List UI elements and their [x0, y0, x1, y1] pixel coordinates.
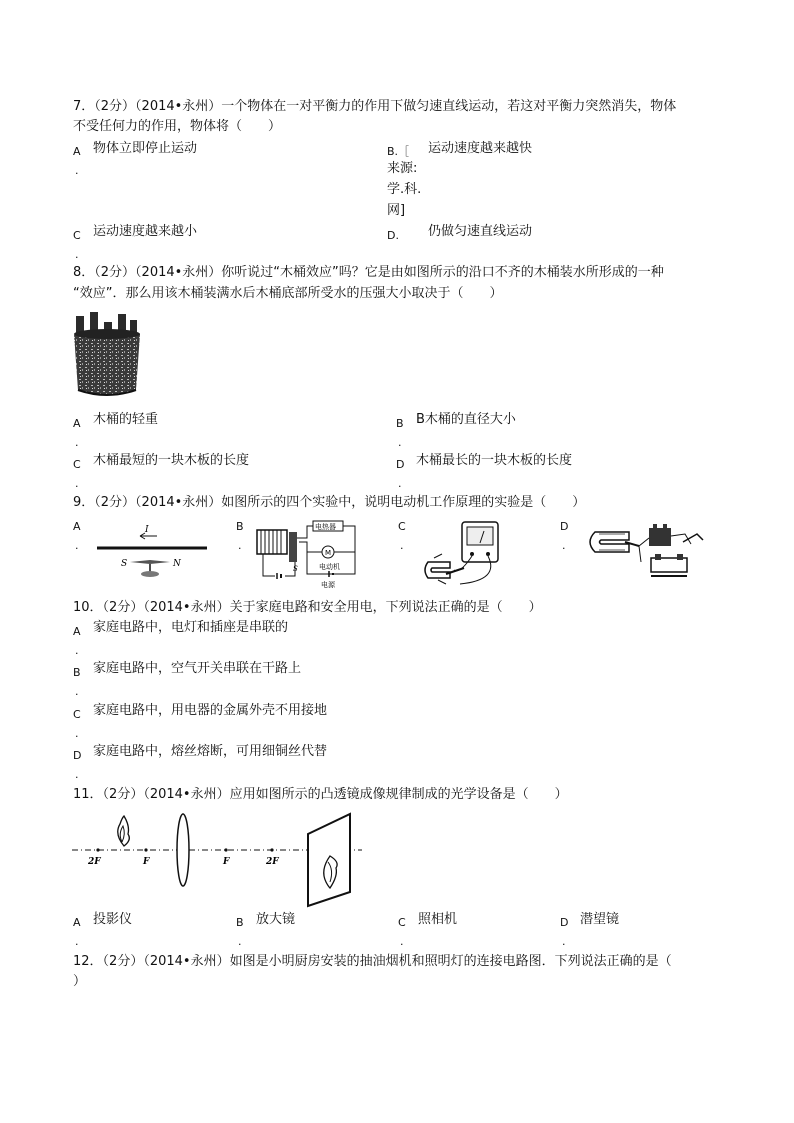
q10-option-d-letter: D [73, 749, 82, 762]
q7-option-d-letter: D. [387, 229, 399, 242]
q7-stem-line1: 7．（2分）（2014•永州）一个物体在一对平衡力的作用下做匀速直线运动，若这对平衡力突然消失，物体 [73, 99, 677, 114]
q7-option-c-text: 运动速度越来越小 [93, 224, 198, 239]
lens-label-f-right: F [223, 857, 230, 867]
q11-option-d-text: 潜望镜 [580, 912, 620, 927]
q9-option-d-dot: . [562, 539, 566, 552]
lens-label-f-left: F [143, 857, 150, 867]
q10-option-c-dot: . [75, 727, 79, 740]
q9-option-a-dot: . [75, 539, 79, 552]
q11-option-d-letter: D [560, 916, 569, 929]
switch-label: S [293, 565, 298, 573]
q9-option-d-letter: D [560, 520, 569, 533]
electromagnetic-relay-figure [255, 518, 365, 590]
q11-option-a-dot: . [75, 935, 79, 948]
motor-label: 电动机 [319, 563, 340, 571]
q8-option-b-text: B木桶的直径大小 [416, 412, 516, 427]
q7-source-note-3: 网] [387, 203, 406, 218]
electromagnetic-induction-figure [420, 518, 520, 590]
q10-option-b-text: 家庭电路中，空气开关串联在干路上 [93, 661, 302, 676]
q10-option-a-text: 家庭电路中，电灯和插座是串联的 [93, 620, 289, 635]
q8-option-a-text: 木桶的轻重 [93, 412, 159, 427]
s-pole-label: S [121, 559, 128, 569]
current-label: I [145, 525, 149, 535]
q8-option-d-text: 木桶最长的一块木板的长度 [416, 453, 573, 468]
convex-lens-imaging-figure [72, 812, 362, 908]
q8-option-d-letter: D [396, 458, 405, 471]
q7-source-note-1: 来源: [387, 161, 418, 176]
q11-stem: 11．（2分）（2014•永州）应用如图所示的凸透镜成像规律制成的光学设备是（ ） [73, 787, 568, 802]
q9-option-a-letter: A [73, 520, 81, 533]
oersted-experiment-figure [95, 522, 210, 580]
q8-option-c-letter: C [73, 458, 81, 471]
q8-option-c-dot: . [75, 477, 79, 490]
q7-option-a-dot: . [75, 164, 79, 177]
q8-option-a-letter: A [73, 417, 81, 430]
q11-option-b-letter: B [236, 916, 244, 929]
q8-option-a-dot: . [75, 436, 79, 449]
q10-option-b-dot: . [75, 685, 79, 698]
q7-source-note-2: 学.科. [387, 182, 422, 197]
q8-option-c-text: 木桶最短的一块木板的长度 [93, 453, 250, 468]
q7-option-b-letter: B.［ [387, 145, 410, 158]
q7-option-d-text: 仍做匀速直线运动 [428, 224, 533, 239]
q11-option-a-text: 投影仪 [93, 912, 133, 927]
q8-option-d-dot: . [398, 477, 402, 490]
heater-label: 电热器 [315, 523, 336, 531]
q7-option-a-text: 物体立即停止运动 [93, 141, 198, 156]
q10-option-c-letter: C [73, 708, 81, 721]
q9-option-c-letter: C [398, 520, 406, 533]
power-label: 电源 [321, 581, 335, 589]
q7-option-c-dot: . [75, 248, 79, 261]
lens-label-2f-right: 2F [266, 857, 279, 867]
q7-option-c-letter: C [73, 229, 81, 242]
q10-option-d-dot: . [75, 768, 79, 781]
motor-principle-figure [585, 518, 715, 580]
q10-option-a-letter: A [73, 625, 81, 638]
q8-option-b-dot: . [398, 436, 402, 449]
q9-option-b-dot: . [238, 539, 242, 552]
q11-option-b-text: 放大镜 [256, 912, 296, 927]
q12-stem-line1: 12．（2分）（2014•永州）如图是小明厨房安装的抽油烟机和照明灯的连接电路图．下列说法正确的是（ [73, 954, 672, 969]
q10-option-a-dot: . [75, 644, 79, 657]
q10-option-d-text: 家庭电路中，熔丝熔断，可用细铜丝代替 [93, 744, 328, 759]
q11-option-c-text: 照相机 [418, 912, 458, 927]
q8-stem-line2: “效应”．那么用该木桶装满水后木桶底部所受水的压强大小取决于（ ） [73, 286, 503, 301]
q10-option-b-letter: B [73, 666, 81, 679]
q10-option-c-text: 家庭电路中，用电器的金属外壳不用接地 [93, 703, 328, 718]
q11-option-a-letter: A [73, 916, 81, 929]
q8-stem-line1: 8．（2分）（2014•永州）你听说过“木桶效应”吗？它是由如图所示的沿口不齐的木桶装水所形成的一种 [73, 265, 664, 280]
q7-option-a-letter: A [73, 145, 81, 158]
q11-option-c-letter: C [398, 916, 406, 929]
q9-stem: 9．（2分）（2014•永州）如图所示的四个实验中，说明电动机工作原理的实验是（ ） [73, 495, 586, 510]
q10-stem: 10．（2分）（2014•永州）关于家庭电路和安全用电，下列说法正确的是（ ） [73, 600, 542, 615]
wooden-bucket-figure [72, 312, 142, 400]
q11-option-c-dot: . [400, 935, 404, 948]
n-pole-label: N [173, 559, 181, 569]
q12-stem-line2: ） [73, 974, 87, 989]
q9-option-b-letter: B [236, 520, 244, 533]
lens-label-2f-left: 2F [88, 857, 101, 867]
q9-option-c-dot: . [400, 539, 404, 552]
q7-stem-line2: 不受任何力的作用，物体将（ ） [73, 119, 282, 134]
q11-option-b-dot: . [238, 935, 242, 948]
q11-option-d-dot: . [562, 935, 566, 948]
q7-option-b-text: 运动速度越来越快 [428, 141, 533, 156]
motor-symbol: M [325, 549, 332, 557]
q8-option-b-letter: B [396, 417, 404, 430]
